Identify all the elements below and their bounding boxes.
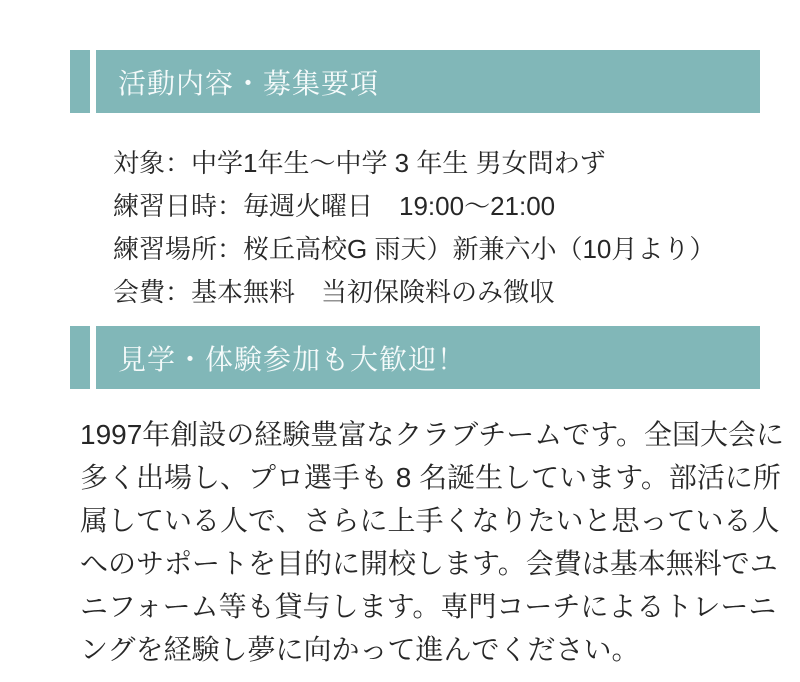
info-line-location: 練習場所：桜丘高校G 雨天）新兼六小（10月より） [113, 234, 716, 264]
intro-paragraph-line: 1997年創設の経験豊富なクラブチームです。全国大会に [80, 419, 785, 450]
club-intro-paragraph [80, 413, 800, 671]
intro-paragraph-line: ングを経験し夢に向かって進んでください。 [80, 634, 640, 665]
intro-paragraph-line: 多く出場し、プロ選手も 8 名誕生しています。部活に所 [80, 462, 781, 493]
trial-section-header [70, 326, 760, 389]
trial-header-title: 見学・体験参加も大歓迎！ [118, 343, 467, 375]
accent-bar [70, 326, 90, 389]
intro-paragraph-line: 属している人で、さらに上手くなりたいと思っている人 [80, 505, 780, 536]
recruitment-section-header [70, 50, 760, 113]
intro-paragraph-line: へのサポートを目的に開校します。会費は基本無料でユ [80, 548, 778, 579]
recruitment-info-list [113, 142, 800, 314]
intro-paragraph-line: ニフォーム等も貸与します。専門コーチによるトレーニ [80, 591, 777, 622]
recruitment-header-bar [96, 50, 760, 113]
trial-header-bar [96, 326, 760, 389]
accent-bar [70, 50, 90, 113]
info-line-fee: 会費：基本無料 当初保険料のみ徴収 [113, 277, 556, 307]
recruitment-header-title: 活動内容・募集要項 [118, 67, 380, 99]
info-line-schedule: 練習日時：毎週火曜日 19:00～21:00 [113, 191, 556, 221]
info-line-target: 対象：中学1年生～中学 3 年生 男女問わず [113, 148, 606, 178]
